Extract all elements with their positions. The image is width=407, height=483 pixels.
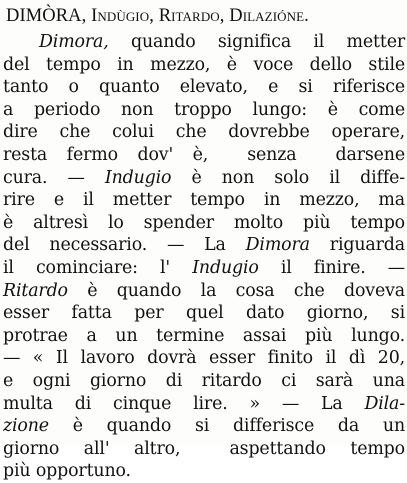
text-segment: esser fatta per quel dato giorno, si — [3, 303, 405, 324]
text-segment: del tempo in mezzo, è voce dello stile — [3, 54, 405, 75]
text-segment: riguarda — [309, 235, 405, 256]
text-line — [3, 280, 405, 303]
text-segment: più opportuno. — [3, 461, 131, 482]
text-segment: il finire. — — [258, 257, 405, 278]
headword-dilazione: Dilazióne — [229, 6, 305, 26]
text-line — [3, 167, 405, 190]
text-line — [3, 99, 405, 122]
text-segment: è non solo il diffe- — [171, 167, 405, 188]
text-segment: rire e il metter tempo in mezzo, ma — [3, 190, 405, 211]
text-segment: e ogni giorno di ritardo ci sarà una — [3, 370, 405, 391]
entry-heading — [6, 5, 402, 27]
text-segment: del necessario. — La — [3, 235, 246, 256]
text-segment: multa di cinque lire. » — La — [3, 393, 365, 414]
text-line — [3, 393, 405, 416]
text-line — [3, 302, 405, 325]
text-segment: cura. — — [3, 167, 105, 188]
headword-indugio: Indùgio — [91, 6, 150, 26]
text-segment: a periodo non troppo lungo: è come — [3, 99, 405, 120]
text-line — [3, 460, 405, 483]
text-line — [3, 54, 405, 77]
text-line — [3, 121, 405, 144]
italic-term: Dimora, — [39, 32, 109, 52]
headword-ritardo: Ritardo — [158, 6, 220, 26]
heading-separator: , — [149, 6, 159, 26]
text-line — [3, 76, 405, 99]
text-line — [3, 438, 405, 461]
text-segment: il cominciare: l' — [3, 257, 193, 278]
text-line — [3, 189, 405, 212]
text-line — [3, 234, 405, 257]
text-segment: giorno all' altro, aspettando tempo — [3, 438, 405, 459]
heading-separator: , — [81, 6, 92, 26]
text-segment: resta fermo dov' è, senza darsene — [3, 144, 405, 165]
heading-separator: , — [219, 6, 230, 26]
text-line — [3, 325, 405, 348]
text-line — [3, 31, 405, 54]
text-segment: protrae a un termine assai più lungo. — [3, 325, 405, 346]
text-line — [3, 144, 405, 167]
text-segment: è altresì lo spender molto più tempo — [3, 212, 405, 233]
italic-term: Ritardo — [3, 280, 68, 301]
text-segment: è quando la cosa che doveva — [67, 280, 405, 301]
text-segment: — « Il lavoro dovrà esser finito il dì 20, — [3, 348, 405, 369]
italic-term: zione — [3, 416, 49, 437]
entry-body — [3, 31, 405, 483]
text-segment: è quando si differisce da un — [48, 416, 405, 437]
text-line — [3, 415, 405, 438]
text-line — [3, 347, 405, 370]
italic-term: Dila- — [364, 393, 405, 414]
italic-term: Dimora — [245, 235, 310, 256]
text-segment: tanto o quanto elevato, e si riferisce — [3, 77, 405, 98]
text-line — [3, 212, 405, 235]
text-line — [3, 257, 405, 280]
text-segment: dire che colui che dovrebbe operare, — [3, 122, 405, 143]
italic-term: Indugio — [192, 257, 259, 278]
text-line — [3, 370, 405, 393]
heading-period: . — [304, 6, 309, 26]
italic-term: Indugio — [104, 167, 172, 188]
headword-dimora: DIMÒRA — [6, 6, 82, 26]
text-segment: quando significa il metter — [108, 32, 405, 52]
